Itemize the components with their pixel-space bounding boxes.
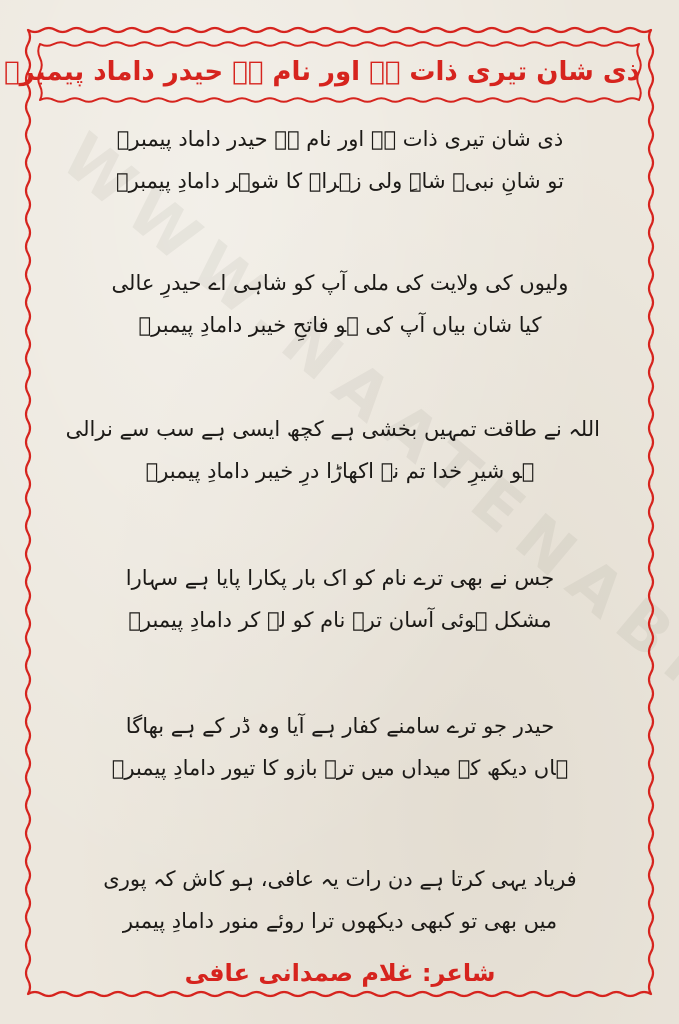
verse-line: ولیوں کی ولایت کی ملی آپ کو شاہی اے حیدرِ عالی: [111, 271, 569, 295]
verse-line: میں بھی تو کبھی دیکھوں ترا روئے منور دامادِ پیمبر: [122, 909, 558, 933]
verse-line: اللہ نے طاقت تمہیں بخشی ہے کچھ ایسی ہے سب سے نرالی: [65, 417, 600, 441]
stanza: [80, 557, 600, 641]
verse-line: کیا شان بیاں آپ کی ہو فاتحِ خیبر دامادِ پیمبرؐ: [138, 313, 542, 337]
verse-line: جس نے بھی ترے نام کو اک بار پکارا پایا ہے سہارا: [125, 566, 555, 590]
stanza: [80, 262, 600, 346]
verse-line: فریاد یہی کرتا ہے دن رات یہ عافی، ہو کاش کہ پوری: [103, 867, 577, 891]
poet-name: شاعر: غلام صمدانی عافی: [184, 959, 496, 987]
verse-line: ہو شیرِ خدا تم نے اکھاڑا درِ خیبر دامادِ پیمبرؐ: [145, 459, 535, 483]
stanza: [80, 858, 600, 942]
verse-line: ہاں دیکھ کے میداں میں ترے بازو کا تیور دامادِ پیمبرؐ: [111, 756, 569, 780]
verse-line: حیدر جو ترے سامنے کفار ہے آیا وہ ڈر کے ہے بھاگا: [125, 714, 555, 738]
stanza: [80, 118, 600, 202]
poem-title: ذی شان تیری ذات ہے اور نام ہے حیدر داماد پیمبرؐ: [4, 57, 640, 87]
verse-line: ذی شان تیری ذات ہے اور نام ہے حیدر داماد پیمبرؐ: [116, 127, 564, 151]
verse-line: مشکل ہوئی آسان ترے نام کو لے کر دامادِ پیمبرؐ: [128, 608, 552, 632]
stanza: [80, 705, 600, 789]
verse-line: تو شانِ نبیؐ شاہِ ولی زہراؑ کا شوہر دامادِ پیمبرؐ: [116, 169, 564, 193]
stanza: [65, 408, 600, 492]
